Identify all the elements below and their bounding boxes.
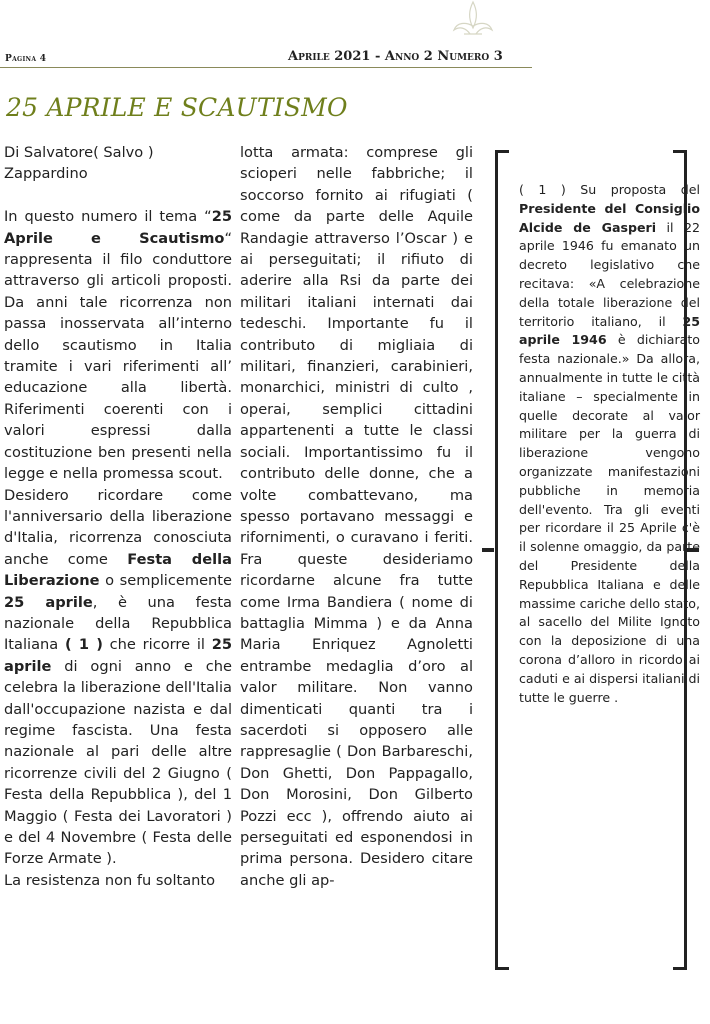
- header-divider: [0, 67, 532, 68]
- intro-paragraph: In questo numero il tema “25 Aprile e Scautismo“ rappresenta il filo conduttore attraverso gli articoli proposti. Da anni tale ricorrenza non passa inosservata all’interno dello scautismo in Italia tramite i vari riferimenti all’ educazione alla libertà. Riferimenti coerenti con i valori espressi dalla costituzione ben presenti nella legge e nella promessa scout.: [4, 208, 232, 483]
- article-title: 25 APRILE E SCAUTISMO: [6, 93, 348, 122]
- footnote-text: ( 1 ) Su proposta del Presidente del Consiglio Alcide de Gasperi il 22 aprile 1946 fu emanato un decreto legislativo che recitava: «A celebrazione della totale liberazione del territorio italiano, il 25 aprile 1946 è dichiarato festa nazionale.» Da allora, annualmente in tutte le città italiane – specialmente in quelle decorate al valor militare per la guerra di liberazione vengono organizzate manifestazioni pubbliche in memoria dell'evento. Tra gli eventi per ricordare il 25 Aprile c'è il solenne omaggio, da parte del Presidente della Repubblica Italiana e delle massime cariche dello stato, al sacello del Milite Ignoto con la deposizione di una corona d’alloro in ricordo ai caduti e ai dispersi italiani di tutte le guerre .: [519, 182, 700, 705]
- liberation-paragraph: Desidero ricordare come l'anniversario della liberazione d'Italia, ricorrenza conosciuta anche come Festa della Liberazione o semplicemente 25 aprile, è una festa nazionale della Repubblica Italiana ( 1 ) che ricorre il 25 aprile di ogni anno e che celebra la liberazione dell'Italia dall'occupazione nazista e dal regime fascista. Una festa nazionale al pari delle altre ricorrenze civili del 2 Giugno ( Festa della Repubblica ), del 1 Maggio ( Festa dei Lavoratori ) e del 4 Novembre ( Festa delle Forze Armate ).: [4, 486, 233, 868]
- byline-name: Di Salvatore( Salvo ): [4, 144, 154, 161]
- left-bracket: [482, 150, 496, 970]
- issue-info: Aprile 2021 - Anno 2 Numero 3: [288, 49, 503, 64]
- fleur-de-lis-icon: [448, 0, 498, 42]
- byline-surname: Zappardino: [4, 165, 88, 183]
- resistance-paragraph: La resistenza non fu soltanto: [4, 871, 216, 889]
- article-column-2: [240, 142, 473, 891]
- page-label: Pagina 4: [5, 54, 47, 64]
- resistance-continued: lotta armata: comprese gli scioperi nelle fabbriche; il soccorso fornito ai rifugiati ( come da parte delle Aquile Randagie attraverso l’Oscar ) e ai perseguitati; il rifiuto di aderire alla Rsi da parte dei militari italiani internati dai tedeschi. Importante fu il contributo di migliaia di militari, finanzieri, carabinieri, monarchici, ministri di culto , operai, semplici cittadini appartenenti a tutte le classi sociali. Importantissimo fu il contributo delle donne, che a volte combattevano, ma spesso portavano messaggi e rifornimenti, o curavano i feriti. Fra queste desideriamo ricordarne alcune fra tutte come Irma Bandiera ( nome di battaglia Mimma ) e da Anna Maria Enriquez Agnoletti entrambe medaglia d’oro al valor militare. Non vanno dimenticati quanti tra i sacerdoti si opposero alle rappresaglie ( Don Barbareschi, Don Ghetti, Don Pappagallo, Don Morosini, Don Gilberto Pozzi ecc ), offrendo aiuto ai perseguitati ed esponendosi in prima persona. Desidero citare anche gli ap-: [240, 144, 473, 889]
- article-column-1: [4, 142, 232, 891]
- footnote-box: [519, 181, 700, 707]
